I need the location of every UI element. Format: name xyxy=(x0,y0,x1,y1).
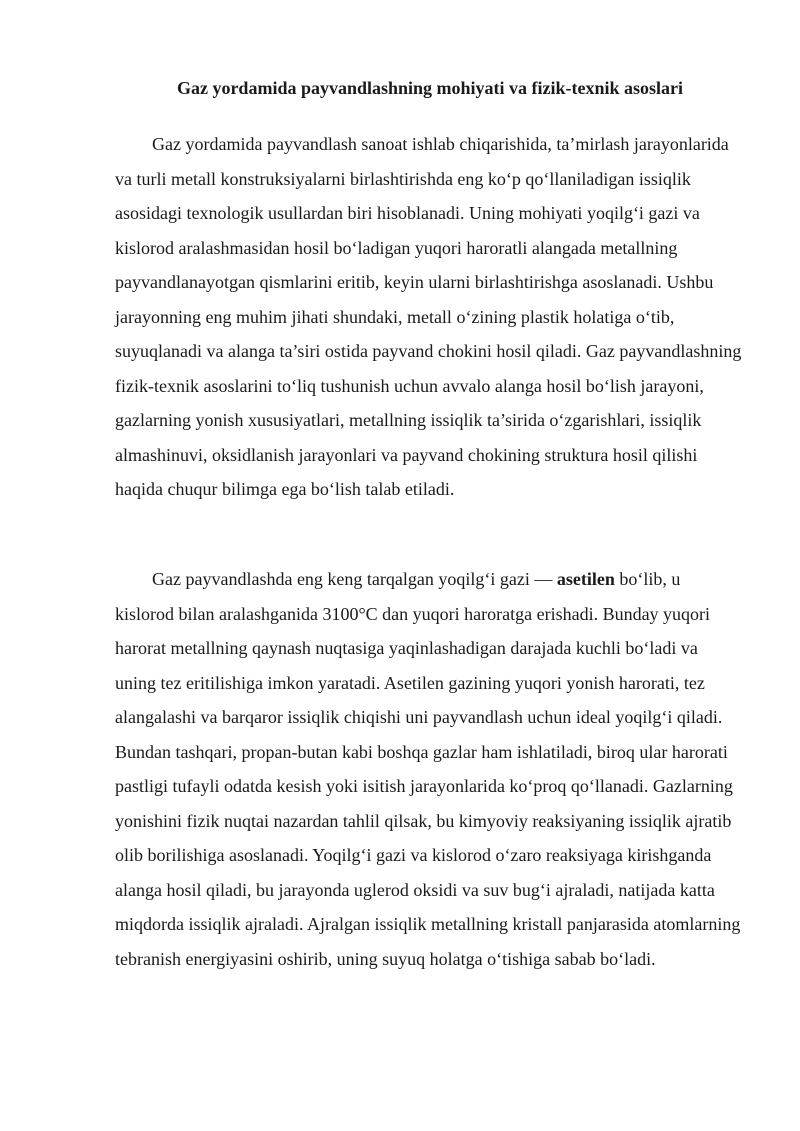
paragraph-2 xyxy=(115,562,743,976)
paragraph-1: Gaz yordamida payvandlash sanoat ishlab chiqarishida, ta’mirlash jarayonlarida va turli metall konstruksiyalarni birlashtirishda eng ko‘p qo‘llaniladigan issiqlik asosidagi texnologik usullardan biri hisoblanadi. Uning mohiyati yoqilg‘i gazi va kislorod aralashmasidan hosil bo‘ladigan yuqori haroratli alangada metallning payvandlanayotgan qismlarini eritib, keyin ularni birlashtirishga asoslanadi. Ushbu jarayonning eng muhim jihati shundaki, metall o‘zining plastik holatiga o‘tib, suyuqlanadi va alanga ta’siri ostida payvand chokini hosil qiladi. Gaz payvandlashning fizik-texnik asoslarini to‘liq tushunish uchun avvalo alanga hosil bo‘lish jarayoni, gazlarning yonish xususiyatlari, metallning issiqlik ta’sirida o‘zgarishlari, issiqlik almashinuvi, oksidlanish jarayonlari va payvand chokining struktura hosil qilishi haqida chuqur bilimga ega bo‘lish talab etiladi. xyxy=(115,134,742,499)
paragraph-2-body: bo‘lib, u kislorod bilan aralashganida 3100°C dan yuqori haroratga erishadi. Bunday yuqori harorat metallning qaynash nuqtasiga yaqinlashadigan darajada kuchli bo‘ladi va uning tez eritilishiga imkon yaratadi. Asetilen gazining yuqori yonish harorati, tez alangalashi va barqaror issiqlik chiqishi uni payvandlash uchun ideal yoqilg‘i qiladi. Bundan tashqari, propan-butan kabi boshqa gazlar ham ishlatiladi, biroq ular harorati pastligi tufayli odatda kesish yoki isitish jarayonlarida ko‘proq qo‘llanadi. Gazlarning yonishini fizik nuqtai nazardan tahlil qilsak, bu kimyoviy reaksiyaning issiqlik ajratib olib borilishiga asoslanadi. Yoqilg‘i gazi va kislorod o‘zaro reaksiyaga kirishganda alanga hosil qiladi, bu jarayonda uglerod oksidi va suv bug‘i ajraladi, natijada katta miqdorda issiqlik ajraladi. Ajralgan issiqlik metallning kristall panjarasida atomlarning tebranish energiyasini oshirib, uning suyuq holatga o‘tishiga sabab bo‘ladi. xyxy=(115,569,741,969)
paragraph-2-bold-term: asetilen xyxy=(556,569,615,589)
paragraph-2-intro: Gaz payvandlashda eng keng tarqalgan yoqilg‘i gazi — xyxy=(152,569,557,589)
document-title: Gaz yordamida payvandlashning mohiyati va fizik-texnik asoslari xyxy=(176,78,684,98)
